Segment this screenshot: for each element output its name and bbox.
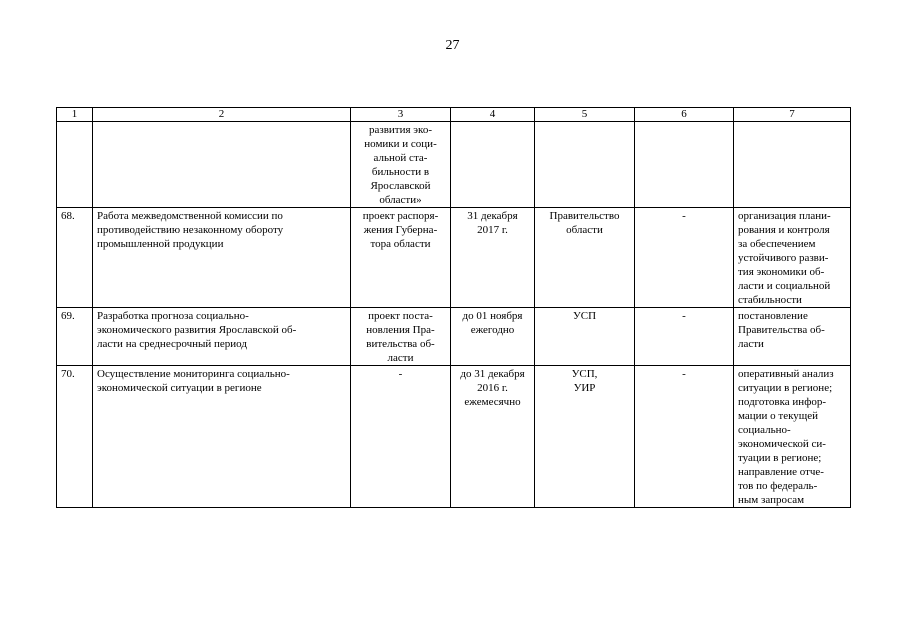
- document-type-cell: [351, 366, 451, 508]
- responsible-cell: [535, 366, 635, 508]
- row-number: 69.: [61, 310, 75, 322]
- expected-result-cell: [734, 308, 851, 366]
- document-type-line: жения Губерна-: [363, 224, 438, 236]
- deadline-line: ежегодно: [470, 324, 515, 336]
- deadline-line: 31 декабря: [467, 210, 518, 222]
- task-description-cell: [93, 366, 351, 508]
- row-number: 68.: [61, 210, 75, 222]
- expected-result-line: ласти и социальной: [738, 280, 831, 292]
- deadline-cell: [451, 308, 535, 366]
- expected-result-line: ласти: [738, 338, 764, 350]
- document-type-line: -: [398, 368, 403, 380]
- responsible-line: Правительство: [549, 210, 620, 222]
- table-row: [57, 122, 851, 208]
- expected-result-line: организация плани-: [738, 210, 831, 222]
- row-number: 70.: [61, 368, 75, 380]
- document-type-line: альной ста-: [373, 152, 428, 164]
- header-cell-4: 4: [451, 108, 535, 122]
- funding-line: -: [682, 368, 686, 380]
- header-cell-7: 7: [734, 108, 851, 122]
- document-type-line: развития эко-: [369, 124, 432, 136]
- expected-result-line: ситуации в регионе;: [738, 382, 833, 394]
- task-description-line: ласти на среднесрочный период: [97, 338, 247, 350]
- expected-result-line: стабильности: [738, 294, 802, 306]
- expected-result-cell: [734, 366, 851, 508]
- expected-result-line: постановление: [738, 310, 808, 322]
- deadline-cell: [451, 122, 535, 208]
- expected-result-line: социально-: [738, 424, 791, 436]
- deadline-line: 2016 г.: [477, 382, 508, 394]
- task-description-cell: [93, 208, 351, 308]
- expected-result-cell: [734, 122, 851, 208]
- responsible-line: УСП,: [571, 368, 598, 380]
- expected-result-line: тов по федераль-: [738, 480, 818, 492]
- task-description-line: промышленной продукции: [97, 238, 224, 250]
- document-type-line: новления Пра-: [366, 324, 435, 336]
- expected-result-line: туации в регионе;: [738, 452, 822, 464]
- responsible-cell: [535, 208, 635, 308]
- task-description-cell: [93, 122, 351, 208]
- plan-table: [56, 107, 851, 508]
- header-cell-2: 2: [93, 108, 351, 122]
- expected-result-line: оперативный анализ: [738, 368, 834, 380]
- responsible-line: УИР: [573, 382, 596, 394]
- deadline-line: до 31 декабря: [460, 368, 525, 380]
- task-description-line: Разработка прогноза социально-: [97, 310, 249, 322]
- expected-result-line: за обеспечением: [738, 238, 816, 250]
- document-type-line: бильности в: [371, 166, 430, 178]
- document-type-line: области»: [379, 194, 422, 206]
- task-description-line: экономического развития Ярославской об-: [97, 324, 297, 336]
- header-row: [57, 108, 851, 122]
- deadline-line: 2017 г.: [477, 224, 508, 236]
- expected-result-line: ным запросам: [738, 494, 805, 506]
- row-number-cell: [57, 366, 93, 508]
- document-type-line: вительства об-: [366, 338, 435, 350]
- responsible-cell: [535, 122, 635, 208]
- responsible-line: УСП: [572, 310, 597, 322]
- header-cell-6: 6: [635, 108, 734, 122]
- expected-result-line: мации о текущей: [738, 410, 819, 422]
- document-type-line: проект распоря-: [362, 210, 439, 222]
- expected-result-line: рования и контроля: [738, 224, 830, 236]
- deadline-line: ежемесячно: [464, 396, 521, 408]
- funding-line: -: [682, 210, 686, 222]
- header-cell-3: 3: [351, 108, 451, 122]
- table-row: [57, 208, 851, 308]
- row-number-cell: [57, 208, 93, 308]
- responsible-line: области: [566, 224, 603, 236]
- task-description-line: Осуществление мониторинга социально-: [97, 368, 290, 380]
- expected-result-line: экономической си-: [738, 438, 826, 450]
- table-row: [57, 366, 851, 508]
- row-number-cell: [57, 308, 93, 366]
- expected-result-cell: [734, 208, 851, 308]
- header-cell-1: 1: [57, 108, 93, 122]
- document-type-line: проект поста-: [368, 310, 433, 322]
- document-type-line: тора области: [370, 238, 431, 250]
- expected-result-line: тия экономики об-: [738, 266, 825, 278]
- expected-result-line: подготовка инфор-: [738, 396, 826, 408]
- expected-result-line: Правительства об-: [738, 324, 825, 336]
- responsible-cell: [535, 308, 635, 366]
- deadline-cell: [451, 208, 535, 308]
- expected-result-line: устойчивого разви-: [738, 252, 829, 264]
- task-description-cell: [93, 308, 351, 366]
- row-number-cell: [57, 122, 93, 208]
- funding-cell: [635, 208, 734, 308]
- table-row: [57, 308, 851, 366]
- header-cell-5: 5: [535, 108, 635, 122]
- funding-line: -: [682, 310, 686, 322]
- document-type-line: номики и соци-: [364, 138, 437, 150]
- document-type-line: Ярославской: [370, 180, 431, 192]
- expected-result-line: направление отче-: [738, 466, 824, 478]
- task-description-line: экономической ситуации в регионе: [97, 382, 262, 394]
- deadline-cell: [451, 366, 535, 508]
- deadline-line: до 01 ноября: [462, 310, 523, 322]
- funding-cell: [635, 308, 734, 366]
- task-description-line: Работа межведомственной комиссии по: [97, 210, 283, 222]
- funding-cell: [635, 366, 734, 508]
- document-type-line: ласти: [387, 352, 414, 364]
- document-type-cell: [351, 208, 451, 308]
- document-type-cell: [351, 308, 451, 366]
- task-description-line: противодействию незаконному обороту: [97, 224, 284, 236]
- funding-cell: [635, 122, 734, 208]
- page-number: 27: [445, 38, 460, 53]
- document-type-cell: [351, 122, 451, 208]
